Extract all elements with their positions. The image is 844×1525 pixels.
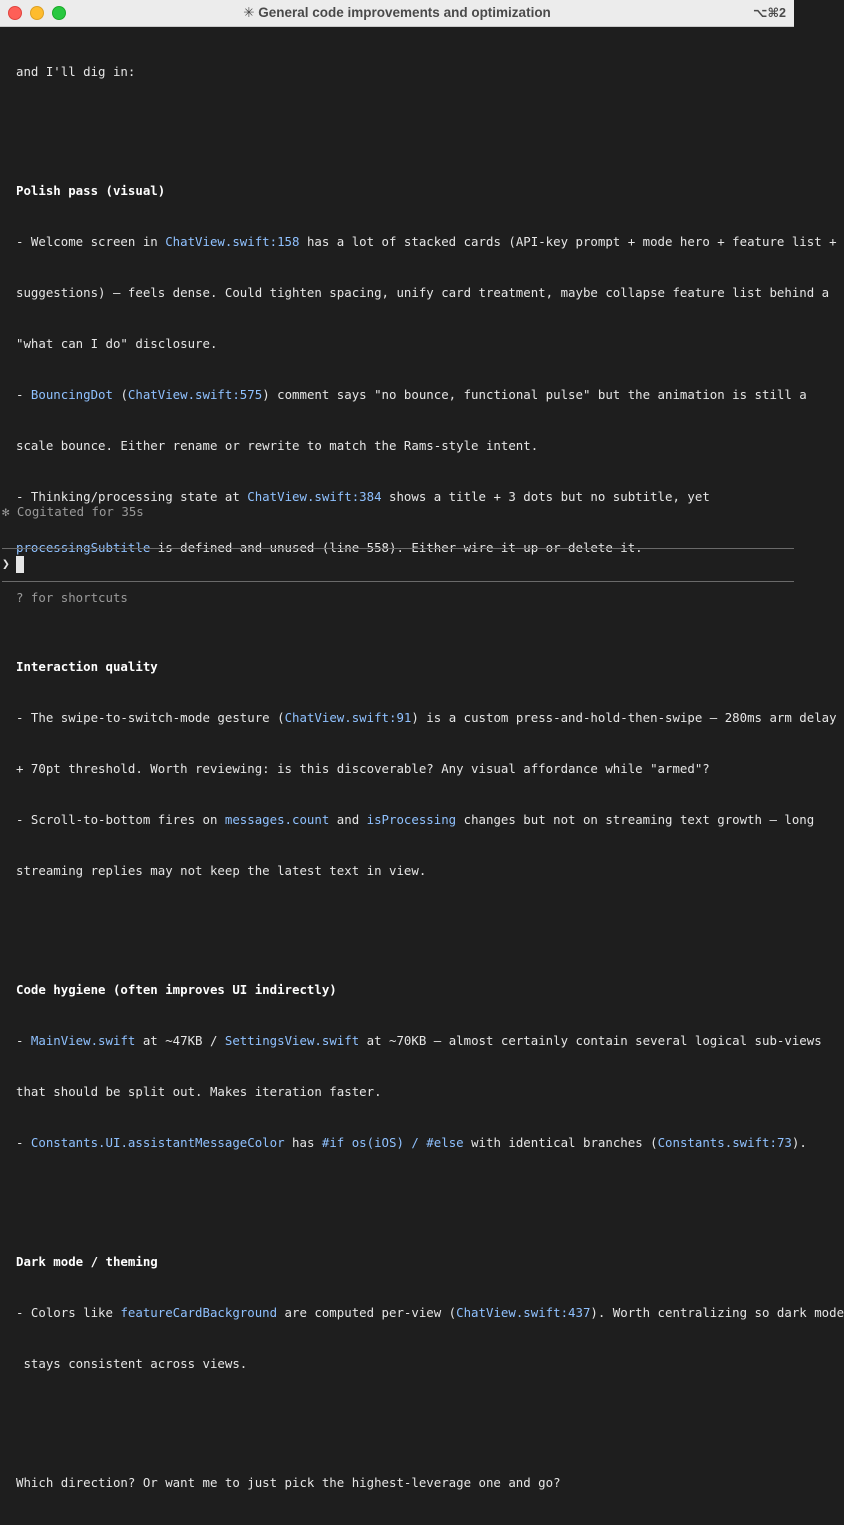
text-span: changes but not on streaming text growth — long bbox=[456, 812, 815, 827]
output-line bbox=[16, 386, 807, 403]
text-span: at ~47KB / bbox=[135, 1033, 225, 1048]
section-heading-polish: Polish pass (visual) bbox=[16, 183, 166, 198]
file-reference[interactable]: ChatView.swift:575 bbox=[127, 387, 263, 402]
output-line: that should be split out. Makes iteration faster. bbox=[16, 1084, 382, 1099]
window-title: ✳ General code improvements and optimization bbox=[243, 5, 551, 20]
text-span: shows a title + 3 dots but no subtitle, yet bbox=[381, 489, 710, 504]
output-line bbox=[16, 1032, 822, 1049]
text-span: are computed per-view ( bbox=[277, 1305, 457, 1320]
text-span: - bbox=[16, 1033, 31, 1048]
code-symbol: BouncingDot bbox=[30, 387, 113, 402]
status-line: ✻ Cogitated for 35s bbox=[2, 504, 144, 519]
terminal-output bbox=[0, 27, 844, 1525]
code-symbol: Constants.UI.assistantMessageColor bbox=[30, 1135, 285, 1150]
text-span: - Scroll-to-bottom fires on bbox=[16, 812, 225, 827]
code-symbol: featureCardBackground bbox=[120, 1305, 278, 1320]
section-heading-hygiene: Code hygiene (often improves UI indirectly) bbox=[16, 982, 337, 997]
output-line bbox=[16, 233, 837, 250]
output-line: suggestions) — feels dense. Could tighten spacing, unify card treatment, maybe collapse feature list behind a bbox=[16, 285, 830, 300]
section-heading-interaction: Interaction quality bbox=[16, 659, 158, 674]
file-reference[interactable]: ChatView.swift:384 bbox=[247, 489, 382, 504]
text-span: - Welcome screen in bbox=[16, 234, 166, 249]
output-line: stays consistent across views. bbox=[16, 1356, 248, 1371]
output-line bbox=[16, 488, 794, 505]
code-symbol: processingSubtitle bbox=[16, 540, 151, 555]
text-span: ). bbox=[791, 1135, 807, 1150]
text-span: - The swipe-to-switch-mode gesture ( bbox=[16, 710, 285, 725]
file-reference[interactable]: MainView.swift bbox=[30, 1033, 136, 1048]
text-cursor bbox=[16, 556, 24, 573]
output-line bbox=[16, 63, 794, 80]
code-symbol: messages.count bbox=[224, 812, 330, 827]
output-line bbox=[16, 709, 837, 726]
output-line bbox=[16, 1134, 807, 1151]
text-span: ) is a custom press-and-hold-then-swipe — 280ms arm delay bbox=[411, 710, 837, 725]
text-span: - Colors like bbox=[16, 1305, 121, 1320]
output-line bbox=[16, 811, 815, 828]
text-span: has bbox=[284, 1135, 322, 1150]
text-span: at ~70KB — almost certainly contain several logical sub-views bbox=[359, 1033, 822, 1048]
input-prompt[interactable] bbox=[2, 555, 24, 573]
text-span: ). Worth centralizing so dark mode bbox=[590, 1305, 844, 1320]
file-reference[interactable]: ChatView.swift:91 bbox=[284, 710, 412, 725]
closing-question: Which direction? Or want me to just pick the highest-leverage one and go? bbox=[16, 1475, 561, 1490]
file-reference[interactable]: Constants.swift:73 bbox=[657, 1135, 792, 1150]
text-span: - Thinking/processing state at bbox=[16, 489, 248, 504]
text-span: has a lot of stacked cards (API-key prompt + mode hero + feature list + bbox=[299, 234, 837, 249]
input-divider-bottom bbox=[2, 581, 794, 582]
text-span: ) comment says "no bounce, functional pulse" but the animation is still a bbox=[262, 387, 807, 402]
text-span: - bbox=[16, 387, 31, 402]
code-symbol: isProcessing bbox=[366, 812, 457, 827]
file-reference[interactable]: ChatView.swift:158 bbox=[165, 234, 300, 249]
file-reference[interactable]: ChatView.swift:437 bbox=[456, 1305, 591, 1320]
title-bar bbox=[0, 0, 794, 27]
output-line: "what can I do" disclosure. bbox=[16, 336, 218, 351]
output-line bbox=[16, 1304, 844, 1321]
file-reference[interactable]: SettingsView.swift bbox=[224, 1033, 360, 1048]
section-heading-dark-mode: Dark mode / theming bbox=[16, 1254, 158, 1269]
text-span: ( bbox=[112, 387, 128, 402]
text-span: and bbox=[329, 812, 367, 827]
shortcuts-hint: ? for shortcuts bbox=[16, 590, 128, 605]
prompt-chevron-icon: ❯ bbox=[2, 556, 10, 572]
output-line: + 70pt threshold. Worth reviewing: is this discoverable? Any visual affordance while "armed"? bbox=[16, 761, 710, 776]
text-span: is defined and unused (line 558). Either wire it up or delete it. bbox=[150, 540, 643, 555]
output-line: scale bounce. Either rename or rewrite to match the Rams-style intent. bbox=[16, 438, 539, 453]
text-span: with identical branches ( bbox=[463, 1135, 658, 1150]
text-span: - bbox=[16, 1135, 31, 1150]
intro-text: and I'll dig in: bbox=[16, 64, 136, 79]
output-line: streaming replies may not keep the latest text in view. bbox=[16, 863, 427, 878]
window-shortcut: ⌥⌘2 bbox=[753, 6, 786, 20]
code-symbol: #if os(iOS) / #else bbox=[321, 1135, 464, 1150]
input-divider-top bbox=[2, 548, 794, 549]
